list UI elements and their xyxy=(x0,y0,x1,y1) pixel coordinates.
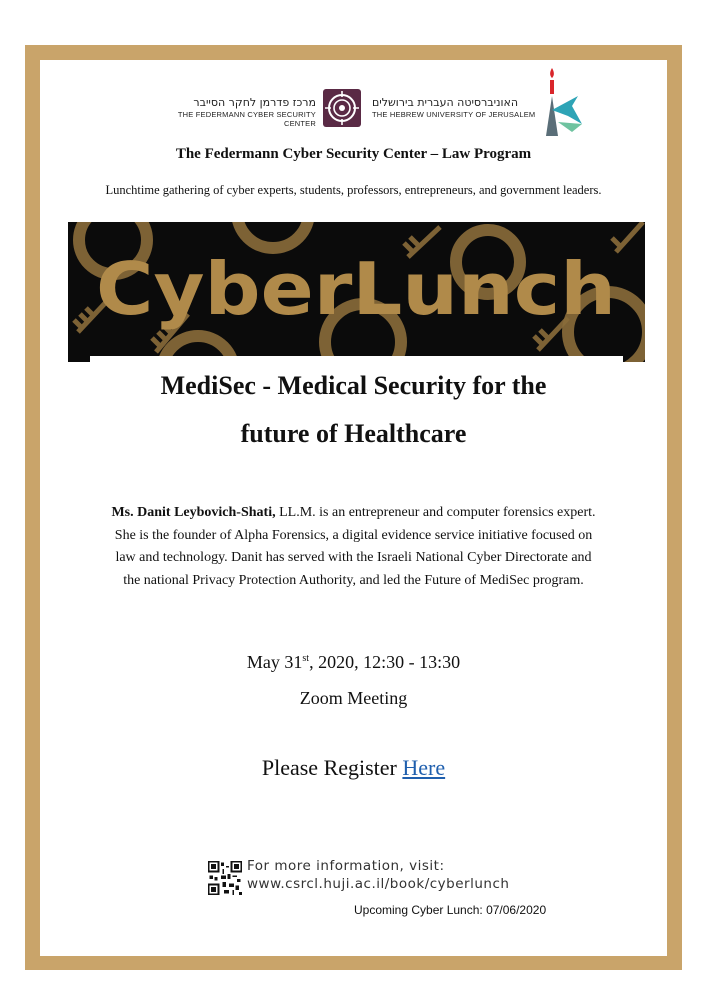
cyberlunch-banner-text: CyberLunch xyxy=(96,247,616,331)
register-line xyxy=(40,755,667,781)
event-venue: Zoom Meeting xyxy=(299,688,408,708)
event-date-ordinal: st xyxy=(302,653,310,664)
speaker-bio-text: LL.M. is an entrepreneur and computer forensics expert. She is the founder of Alpha Forensics, a digital evidence service initiative focused on law and technology. Danit has served with the Israeli National Cyber Directorate and the national Privacy Protection Authority, and led the Future of MediSec program. xyxy=(114,505,596,588)
huji-english-name: THE HEBREW UNIVERSITY OF JERUSALEM xyxy=(372,110,536,119)
register-link[interactable]: Here xyxy=(402,755,446,780)
more-info-url[interactable]: www.csrcl.huji.ac.il/book/cyberlunch xyxy=(247,876,510,892)
federmann-logo-icon xyxy=(322,88,362,128)
federmann-hebrew-name: מרכז פדרמן לחקר הסייבר xyxy=(193,96,316,109)
cyberlunch-banner xyxy=(68,222,645,362)
event-date-prefix: May 31 xyxy=(246,652,303,672)
tagline: Lunchtime gathering of cyber experts, students, professors, entrepreneurs, and government leaders. xyxy=(105,183,602,197)
huji-hebrew-name: האוניברסיטה העברית בירושלים xyxy=(372,96,519,109)
talk-title-line-1: MediSec - Medical Security for the xyxy=(160,371,547,400)
speaker-name: Ms. Danit Leybovich-Shati, xyxy=(111,505,276,520)
talk-title-line-2: future of Healthcare xyxy=(240,419,467,448)
event-date xyxy=(40,652,667,673)
register-text: Please Register xyxy=(261,755,403,780)
more-info-label: For more information, visit: xyxy=(247,858,445,874)
federmann-english-name: THE FEDERMANN CYBER SECURITY CENTER xyxy=(177,110,316,128)
huji-logo-icon xyxy=(538,66,584,138)
cyberlunch-banner-art xyxy=(68,222,645,362)
program-title: The Federmann Cyber Security Center – Law Program xyxy=(175,146,532,162)
upcoming-lunch: Upcoming Cyber Lunch: 07/06/2020 xyxy=(354,903,547,917)
speaker-bio xyxy=(110,502,597,592)
qr-code-icon xyxy=(208,861,242,895)
event-date-time: , 2020, 12:30 - 13:30 xyxy=(309,652,461,672)
talk-title xyxy=(80,362,627,458)
